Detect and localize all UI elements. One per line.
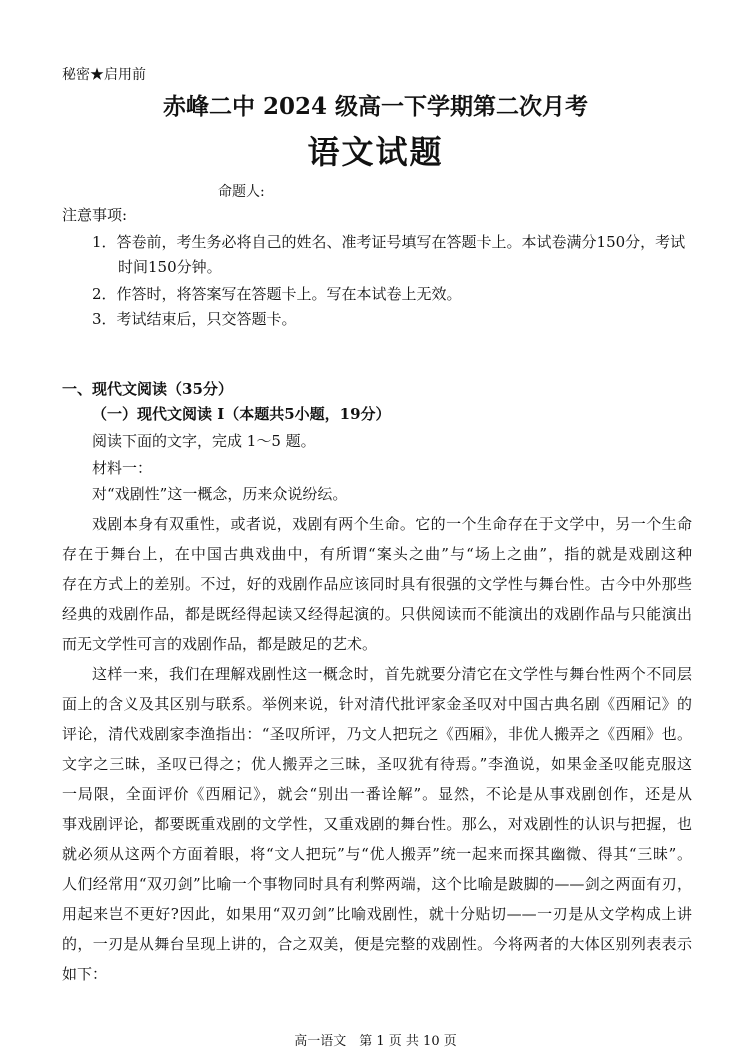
body-line: 而无文学性可言的戏剧作品，都是跛足的艺术。 — [62, 635, 378, 653]
body-line: 这样一来，我们在理解戏剧性这一概念时，首先就要分清它在文学性与舞台性两个不同层 — [92, 665, 692, 683]
subsection-heading: （一）现代文阅读 I（本题共5小题，19分） — [92, 405, 391, 423]
body-line: 的，一刃是从舞台呈现上讲的，合之双美，便是完整的戏剧性。今将两者的大体区别列表表示 — [62, 935, 692, 953]
body-line: 面上的含义及其区别与联系。举例来说，针对清代批评家金圣叹对中国古典名剧《西厢记》的 — [62, 695, 692, 713]
material-label: 材料一： — [92, 459, 153, 477]
notice-item-2: 2．作答时，将答案写在答题卡上。写在本试卷上无效。 — [92, 285, 462, 303]
body-line: 人们经常用“双刃剑”比喻一个事物同时具有利弊两端，这个比喻是跛脚的——剑之两面有刃， — [62, 875, 692, 893]
exam-title: 赤峰二中 2024 级高一下学期第二次月考 — [162, 93, 589, 120]
body-line: 就必须从这两个方面着眼，将“文人把玩”与“优人搬弄”统一起来而探其幽微、得其“三昧”。 — [62, 845, 692, 863]
body-line: 用起来岂不更好?因此，如果用“双刃剑”比喻戏剧性，就十分贴切——一刃是从文学构成上讲 — [62, 905, 692, 923]
body-line: 文字之三昧，圣叹已得之；优人搬弄之三昧，圣叹犹有待焉。”李渔说，如果金圣叹能克服这 — [62, 755, 692, 773]
body-line: 存在方式上的差别。不过，好的戏剧作品应该同时具有很强的文学性与舞台性。古今中外那些 — [62, 575, 692, 593]
page-footer: 高一语文 第 1 页 共 10 页 — [294, 1034, 457, 1049]
body-line: 戏剧本身有双重性，或者说，戏剧有两个生命。它的一个生命存在于文学中，另一个生命 — [92, 515, 692, 533]
notice-item-3: 3．考试结束后，只交答题卡。 — [92, 310, 297, 328]
instruction: 阅读下面的文字，完成 1～5 题。 — [92, 432, 316, 450]
notice-heading: 注意事项: — [62, 206, 128, 224]
notice-item-1-cont: 时间150分钟。 — [118, 258, 222, 276]
body-line: 经典的戏剧作品，都是既经得起读又经得起演的。只供阅读而不能演出的戏剧作品与只能演出 — [62, 605, 692, 623]
setter-label: 命题人: — [218, 184, 265, 200]
body-line: 存在于舞台上，在中国古典戏曲中，有所谓“案头之曲”与“场上之曲”，指的就是戏剧这种 — [62, 545, 692, 563]
subject-title: 语文试题 — [307, 133, 444, 171]
body-line: 如下： — [62, 965, 108, 983]
body-line: 对“戏剧性”这一概念，历来众说纷纭。 — [92, 485, 348, 503]
body-line: 事戏剧评论，都要既重戏剧的文学性，又重戏剧的舞台性。那么，对戏剧性的认识与把握，也 — [62, 815, 692, 833]
confidential-label: 秘密★启用前 — [62, 67, 146, 83]
body-line: 一局限，全面评价《西厢记》，就会“别出一番诠解”。显然，不论是从事戏剧创作，还是从 — [62, 785, 692, 803]
body-line: 评论，清代戏剧家李渔指出：“圣叹所评，乃文人把玩之《西厢》，非优人搬弄之《西厢》也。 — [62, 725, 692, 743]
notice-item-1: 1．答卷前，考生务必将自己的姓名、准考证号填写在答题卡上。本试卷满分150分，考试 — [92, 233, 686, 251]
section-heading: 一、现代文阅读（35分） — [62, 380, 233, 398]
